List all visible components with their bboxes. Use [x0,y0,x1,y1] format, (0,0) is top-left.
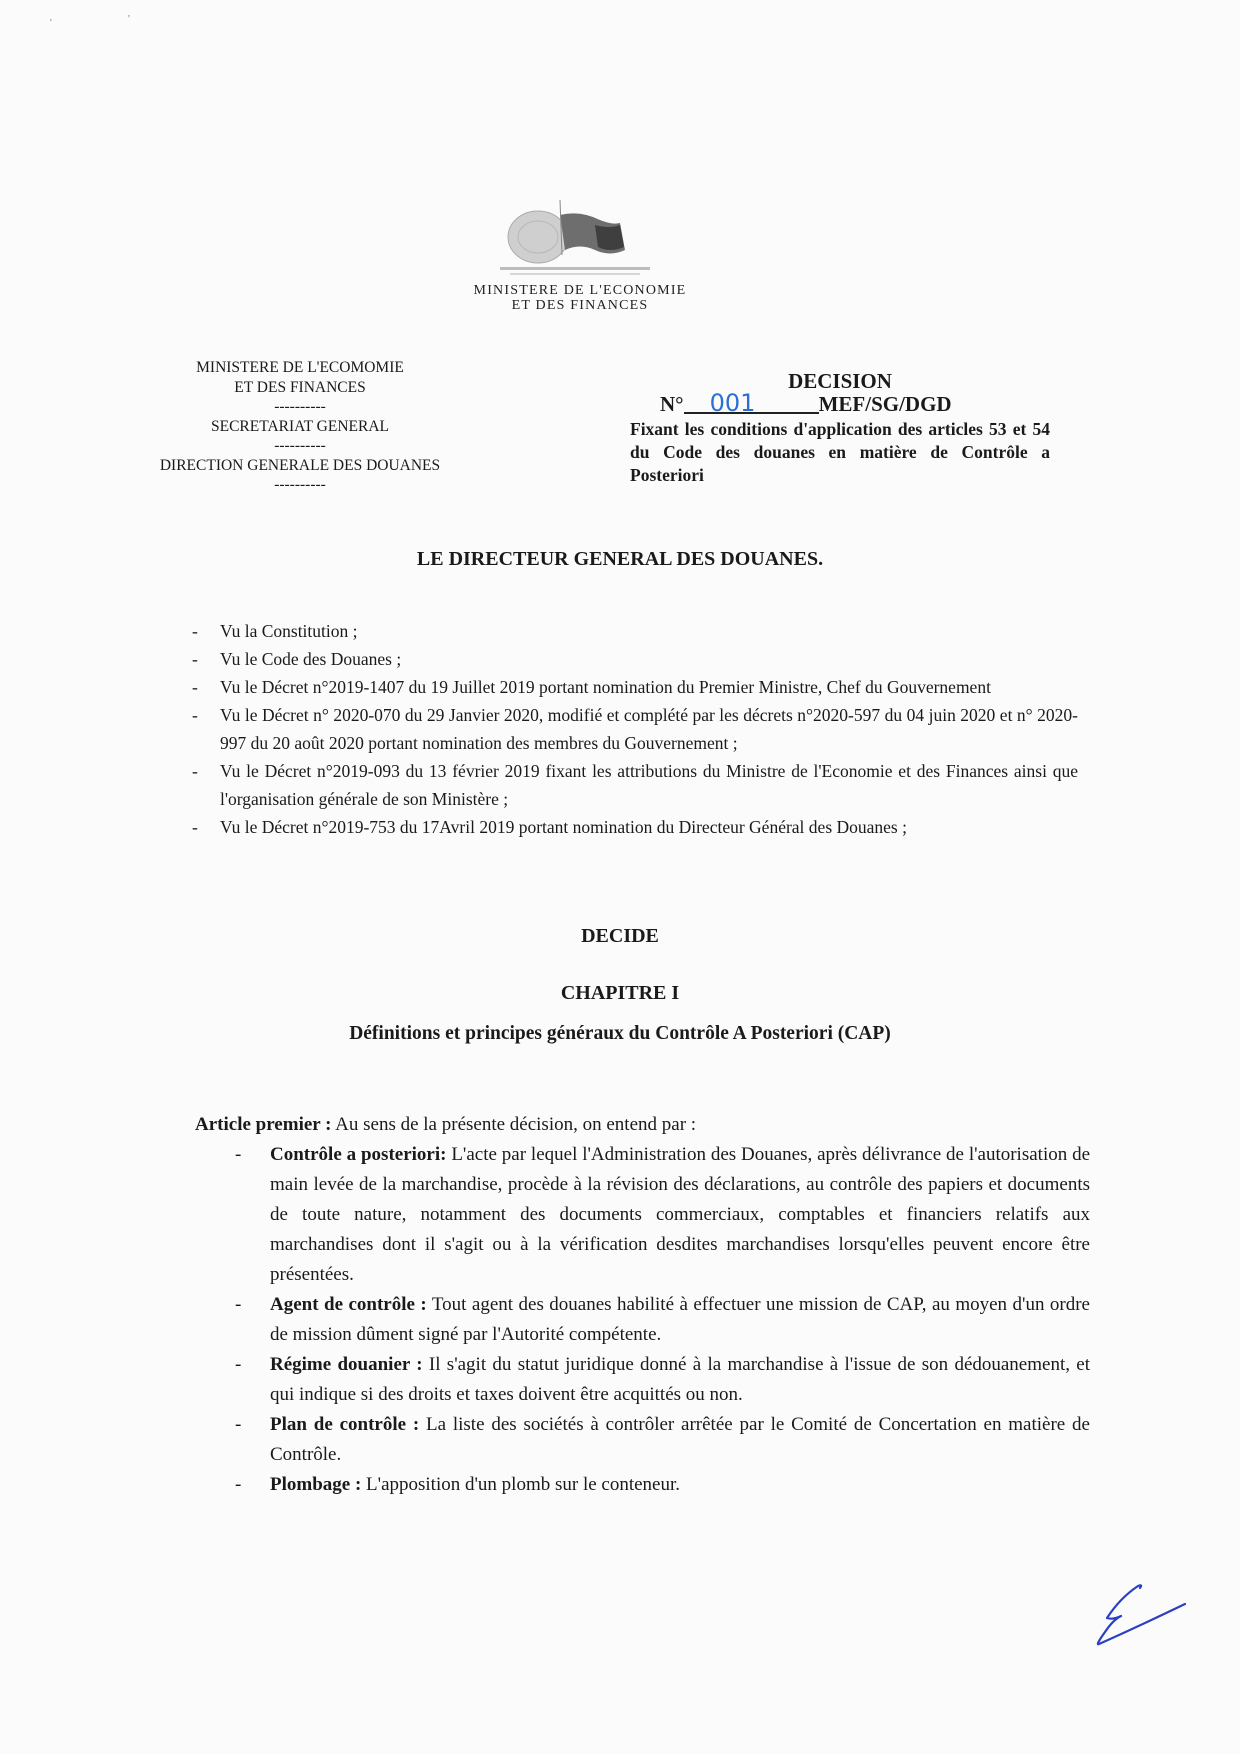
decide-heading: DECIDE [581,925,659,947]
definition-term: Plan de contrôle : [270,1414,420,1435]
ministry-top-line1: MINISTERE DE L'ECONOMIE [473,283,687,298]
article-label: Article premier : [195,1114,332,1135]
definition-item [195,1290,1090,1350]
vu-item: - Vu le Code des Douanes ; [188,645,1078,673]
separator: ---------- [274,476,326,493]
ministry-top-line2: ET DES FINANCES [511,298,649,313]
chapter-subtitle: Définitions et principes généraux du Contrôle A Posteriori (CAP) [349,1023,891,1044]
ministry-top-heading [420,283,740,313]
definition-text: Tout agent des douanes habilité à effectuer une mission de CAP, au moyen d'un ordre de mission dûment signé par l'Autorité compétente. [270,1294,1090,1345]
number-prefix: N° [660,392,684,416]
ministry-logo [500,195,650,280]
definition-text: Il s'agit du statut juridique donné à la marchandise à l'issue de son dédouanement, et qui indique si des droits et taxes doivent être acquittés ou non. [270,1354,1090,1405]
scan-speck: ' [128,14,130,25]
article-heading [195,1110,1090,1140]
handwritten-initial-icon [1075,1580,1195,1670]
republic-emblem-flag-icon [500,195,650,280]
definitions-list [195,1140,1090,1500]
director-title: LE DIRECTEUR GENERAL DES DOUANES. [416,548,824,570]
definition-item [195,1410,1090,1470]
vu-item: - Vu le Décret n°2019-753 du 17Avril 2019 portant nomination du Directeur Général des Douanes ; [188,813,1078,841]
left-header-ministry: MINISTERE DE L'ECOMOMIE [196,359,404,376]
separator: ---------- [274,437,326,454]
left-header-direction: DIRECTION GENERALE DES DOUANES [159,456,441,474]
decision-subject: Fixant les conditions d'application des articles 53 et 54 du Code des douanes en matière de Contrôle a Posteriori [630,419,1050,485]
definition-item [195,1140,1090,1290]
vu-item: - Vu le Décret n°2019-1407 du 19 Juillet 2019 portant nomination du Premier Ministre, Chef du Gouvernement [188,673,1078,701]
decision-header [630,370,1050,487]
signature-initial [1075,1580,1195,1670]
definition-item [195,1350,1090,1410]
handwritten-number: 001 [684,394,819,414]
separator: ---------- [274,398,326,415]
left-header-finances: ET DES FINANCES [234,378,366,396]
vu-list [188,617,1078,841]
definition-term: Régime douanier : [270,1354,423,1375]
article-intro: Au sens de la présente décision, on entend par : [331,1114,697,1135]
definition-term: Agent de contrôle : [270,1294,427,1315]
definition-text: La liste des sociétés à contrôler arrêtée par le Comité de Concertation en matière de Contrôle. [270,1414,1090,1465]
number-suffix: MEF/SG/DGD [818,392,952,416]
definition-term: Plombage : [270,1474,362,1495]
left-header-secretariat: SECRETARIAT GENERAL [210,417,389,435]
vu-item: - Vu le Décret n° 2020-070 du 29 Janvier 2020, modifié et complété par les décrets n°2020-597 du 04 juin 2020 et n° 2020-997 du 20 août 2020 portant nomination des membres du Gouvernement ; [188,701,1078,757]
article-premier [195,1110,1090,1500]
vu-item: - Vu le Décret n°2019-093 du 13 février 2019 fixant les attributions du Ministre de l'Economie et des Finances ainsi que l'organisation générale de son Ministère ; [188,757,1078,813]
definition-item [195,1470,1090,1500]
scan-speck: ' [50,18,52,29]
decision-title: DECISION [788,369,892,393]
decision-number-line [630,389,1050,417]
definition-text: L'acte par lequel l'Administration des Douanes, après délivrance de l'autorisation de main levée de la marchandise, procède à la révision des déclarations, au contrôle des papiers et documents de toute nature, notamment des documents commerciaux, comptables et financiers relatifs aux marchandises dont il s'agit ou à la vérification desdites marchandises lorsqu'elles peuvent encore être présentées. [270,1144,1091,1285]
left-header [120,358,480,495]
definition-term: Contrôle a posteriori: [270,1144,447,1165]
definition-text: L'apposition d'un plomb sur le conteneur. [361,1474,681,1495]
vu-item: - Vu la Constitution ; [188,617,1078,645]
chapter-title: CHAPITRE I [560,982,680,1004]
